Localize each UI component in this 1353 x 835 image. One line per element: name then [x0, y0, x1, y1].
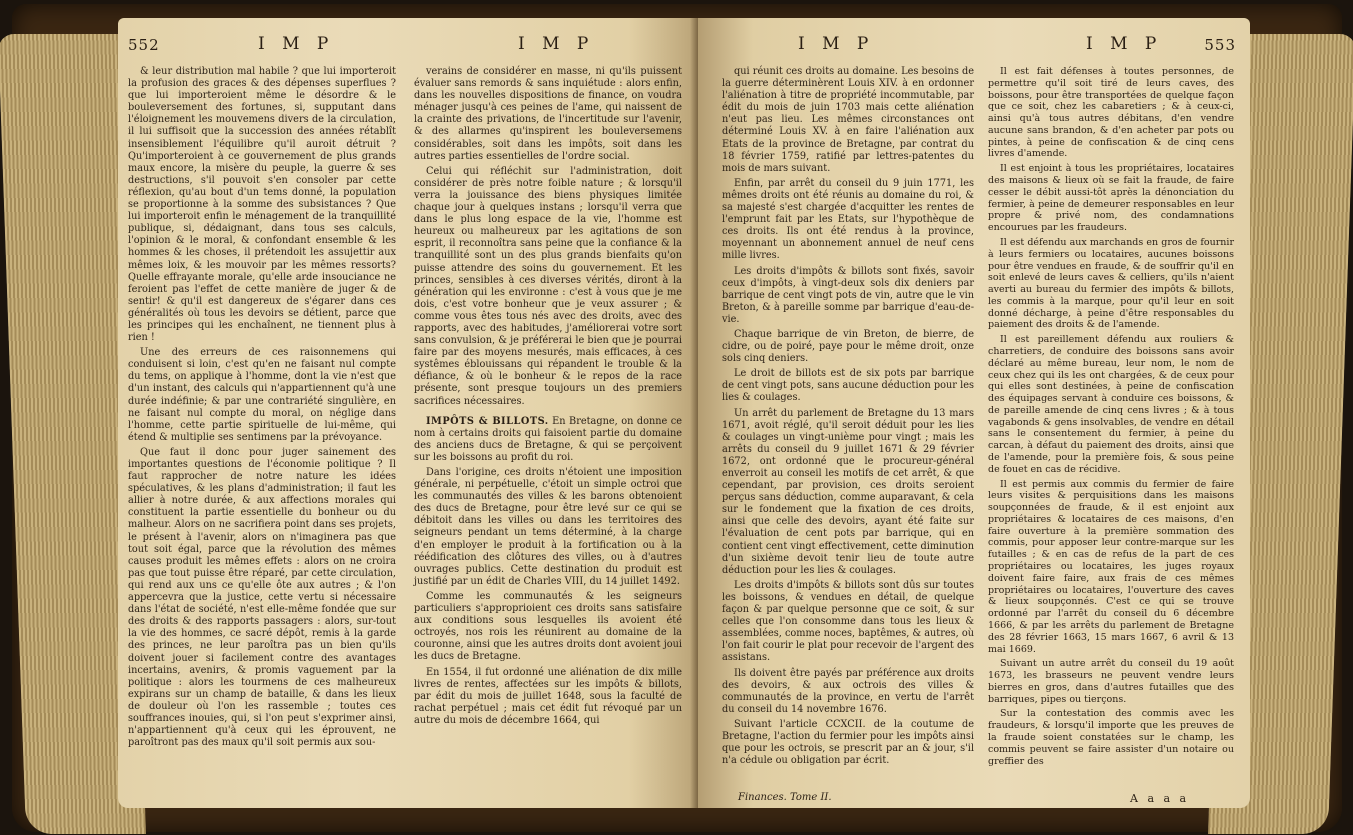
right-page-number: 553	[1204, 36, 1236, 54]
left-page	[118, 18, 698, 808]
paragraph: Les droits d'impôts & billots sont fixés, savoir ceux d'impôts, à vingt-deux sols dix deniers par barrique de cent vingt pots de vin, autre que le vin Breton, & à pareille somme par barrique d'eau-de-vie.	[722, 265, 974, 325]
paragraph: Il est permis aux commis du fermier de faire leurs visites & perquisitions dans les maisons soupçonnées de fraude, & il est enjoint aux propriétaires & locataires de ces maisons, d'en faire ouverture à la première sommation des commis, pour apposer leur contre-marque sur les futailles ; & en cas de refus de la part de ces propriétaires ou locataires, les juges royaux doivent faire faire, aux frais de ces mêmes propriétaires ou locataires, l'ouverture des caves & lieux soupçonnés. C'est ce qui se trouve ordonné par l'arrêt du conseil du 6 décembre 1666, & par les arrêts du parlement de Bretagne des 28 février 1663, 15 mars 1667, 6 avril & 13 mai 1669.	[988, 478, 1234, 655]
footer-volume: Finances. Tome II.	[738, 792, 832, 803]
paragraph: Le droit de billots est de six pots par barrique de cent vingt pots, sans aucune déduction pour les lies & coulages.	[722, 368, 974, 404]
paragraph: Un arrêt du parlement de Bretagne du 13 mars 1671, avoit réglé, qu'il seroit déduit pour les lies & coulages un vingt-unième pour vingt ; mais les arrêts du conseil du 9 juillet 1671 & 29 février 1672, ont ordonné que le procureur-général enverroit au conseil les motifs de cet arrêt, & que cependant, par provision, ces droits seroient perçus sans déduction, comme auparavant, & cela sur le fondement que la fixation de ces droits, ainsi que celle des devoirs, ayant été faite sur l'évaluation de cent pots par barrique, qui en contient cent vingt effectivement, cette diminution d'un sixième devoit tenir lieu de toute autre déduction pour les lies & coulages.	[722, 407, 974, 576]
entry-title: IMPÔTS & BILLOTS.	[426, 415, 549, 427]
paragraph: Les droits d'impôts & billots sont dûs sur toutes les boissons, & vendues en détail, de quelque façon & par quelque personne que ce soit, & sur celles que l'on consomme dans tous les lieux & assemblées, comme noces, baptêmes, & autres, où l'on fait courir le plat pour recevoir de l'argent des assistans.	[722, 579, 974, 664]
paragraph: Il est fait défenses à toutes personnes, de permettre qu'il soit tiré de leurs caves, des boissons, pour être transportées de quelque façon que ce soit, chez les cabaretiers ; & à ceux-ci, ainsi qu'à tous autres débitans, d'en vendre aucune sans brandon, & d'en acheter par pots ou pintes, à peine de confiscation & de cinq cens livres d'amende.	[988, 66, 1234, 160]
paragraph: Il est enjoint à tous les propriétaires, locataires des maisons & lieux où se fait la fraude, de faire cesser le débit aussi-tôt après la dénonciation du fermier, à peine de demeurer responsables en leur propre & privé nom, des condamnations encourues par les fraudeurs.	[988, 163, 1234, 234]
entry-heading	[414, 416, 682, 464]
right-running-head-2: I M P	[1086, 34, 1163, 54]
paragraph: En 1554, il fut ordonné une aliénation de dix mille livres de rentes, affectées sur les impôts & billots, par édit du mois de juillet 1648, sous la faculté de rachat perpétuel ; mais cet édit fut révoqué par un autre du mois de décembre 1664, qui	[414, 666, 682, 726]
right-column-2	[988, 66, 1234, 770]
paragraph: & leur distribution mal habile ? que lui importeroit la profusion des graces & des dépenses superflues ? que lui importeroient même le désordre & le bouleversement des fortunes, si, supputant dans l'éloignement les mouvemens divers de la circulation, il lui suffisoit que la succession des années rétablît insensiblement l'équilibre qu'il auroit détruit ? Qu'importeroient à ce gouvernement de plus grands maux encore, la misère du peuple, la guerre & ses destructions, s'il pouvoit s'en consoler par cette réflexion, qu'au bout d'un tems donné, la population se proportionne à la somme des subsistances ? Que lui importeroit enfin le ménagement de la tranquillité publique, si, dédaignant, dans tous ses calculs, l'opinion & le moral, & confondant ensemble & les hommes & les choses, il prétendoit les assujettir aux mêmes loix, & les mouvoir par les mêmes ressorts? Quelle effrayante morale, qu'elle arde insouciance ne feroient pas l'effet de cette manière de juger & de sentir! & qu'il est dangereux de s'égarer dans ces généralités où tous les devoirs se détient, parce que les principes qui les enchaînent, ne tiennent plus à rien !	[128, 66, 396, 344]
paragraph: Suivant l'article CCXCII. de la coutume de Bretagne, l'action du fermier pour les impôts ainsi que pour les octrois, se prescrit par an & jour, s'il n'a cédule ou obligation par écrit.	[722, 718, 974, 767]
left-running-head-1: I M P	[258, 34, 335, 54]
paragraph: Que faut il donc pour juger sainement des importantes questions de l'économie politique ? Il faut rapprocher de notre nature les idées spéculatives, & les plans d'administration; il faut les allier à notre durée, & aux affections morales qui constituent la partie essentielle du bonheur ou du malheur. Alors on ne sacrifiera point dans ses projets, le présent à l'avenir, alors on n'imaginera pas que tout soit égal, parce que la révolution des mêmes causes produit les mêmes effets : alors on ne croira pas que tout puisse être réparé, par cette circulation, qui rend aux uns ce qu'elle ôte aux autres ; & l'on appercevra que la justice, cette vertu si nécessaire dans l'état de société, n'est elle-même fondée que sur des droits & des rapports passagers : alors, sur-tout la vie des hommes, ce sacré dépôt, remis à la garde des princes, ne leur paroîtra pas un bien qu'ils doivent jouer si facilement contre des avantages incertains, avenirs, & promis vaguement par la politique : alors les tourmens de ces malheureux expirans sur un champ de bataille, & dans les lieux de douleur où l'on les rassemble ; toutes ces souffrances inouies, qui, si l'on peut s'exprimer ainsi, n'appartiennent qu'à ceux qui les éprouvent, ne paroîtront pas des maux qu'il soit permis aux sou-	[128, 446, 396, 749]
entry-intro: En Bretagne, on donne ce nom à certains droits qui faisoient partie du domaine des anciens ducs de Bretagne, & qui se perçoivent sur les boissons au profit du roi.	[414, 415, 682, 463]
paragraph: Celui qui réfléchit sur l'administration, doit considérer de près notre foible nature ; & lorsqu'il verra la jouissance des biens physiques limitée chaque jour à quelques instans ; lorsqu'il verra que dans le plus long espace de la vie, l'homme est heureux ou malheureux par les agitations de son esprit, il reconnoîtra sans peine que la confiance & la tranquillité sont un des plus grands bienfaits qu'on puisse attendre des soins du gouvernement. Et les princes, sensibles à ces diverses vérités, diront à la génération qui les environne : c'est à vous que je me dois, c'est votre bonheur que je veux assurer ; & comme vous êtes tous nés avec des droits, avec des rapports, avec des habitudes, j'améliorerai votre sort sans convulsion, & je préférerai le bien que je pourrai faire par des moyens mesurés, mais efficaces, à ces systêmes éblouissans qui répandent le trouble & la défiance, & où le bonheur & le repos de la race présente, sont presque toujours un des premiers sacrifices nécessaires.	[414, 165, 682, 407]
left-running-head-2: I M P	[518, 34, 595, 54]
right-page	[698, 18, 1250, 808]
paragraph: Il est défendu aux marchands en gros de fournir à leurs fermiers ou locataires, aucunes boissons pour être vendues en fraude, & de souffrir qu'il en soit enlevé de leurs caves & celliers, qu'ils n'aient averti au bureau du fermier des impôts & billots, les commis à la marque, pour qu'il leur en soit donné décharge, à peine d'être responsables du paiement des droits & de l'amende.	[988, 236, 1234, 331]
paragraph: Chaque barrique de vin Breton, de bierre, de cidre, ou de poiré, paye pour le même droit, onze sols cinq deniers.	[722, 328, 974, 365]
paragraph: verains de considérer en masse, ni qu'ils puissent évaluer sans remords & sans inquiétude : alors enfin, dans les nouvelles dispositions de finance, on voudra ménager jusqu'à ces peines de l'ame, qui naissent de la crainte des privations, de l'incertitude sur l'avenir, & des allarmes qu'inspirent les bouleversemens considérables, soit dans les impôts, soit dans les autres parties essentielles de l'ordre social.	[414, 66, 682, 162]
right-column-1	[722, 66, 974, 770]
left-column-2	[414, 66, 682, 730]
signature-mark: A a a a	[1130, 792, 1190, 805]
paragraph: Ils doivent être payés par préférence aux droits des devoirs, & aux octrois des villes & communautés de la province, en vertu de l'arrêt du conseil du 14 novembre 1676.	[722, 667, 974, 715]
paragraph: Suivant un autre arrêt du conseil du 19 août 1673, les brasseurs ne peuvent vendre leurs bierres en gros, dans d'autres futailles que des barriques, pipes ou tierçons.	[988, 658, 1234, 705]
left-page-number: 552	[128, 36, 160, 54]
right-running-head-1: I M P	[798, 34, 875, 54]
paragraph: Il est pareillement défendu aux rouliers & charretiers, de conduire des boissons sans avoir déclaré au même bureau, leur nom, le nom de ceux chez qui ils les ont chargées, & de ceux pour qui elles sont destinées, à peine de confiscation des équipages servant à conduire ces boissons, & de pareille amende de cinq cens livres ; & à tous vagabonds & gens insolvables, de vendre en détail sans le consentement du fermier, à peine du carcan, à défaut du paiement des droits, ainsi que de l'amende, pour la première fois, & sous peine de fouet en cas de récidive.	[988, 334, 1234, 475]
paragraph: Une des erreurs de ces raisonnemens qui conduisent si loin, c'est qu'en ne faisant nul compte du tems, on applique à l'homme, dont la vie n'est que d'un instant, des calculs qui n'appartiennent qu'à une durée indéfinie; & par une contrariété singulière, en ne faisant nul compte du moral, on néglige dans l'homme, cette partie spirituelle de lui-même, qui étend & multiplie ses sentimens par la prévoyance.	[128, 347, 396, 443]
paragraph: Comme les communautés & les seigneurs particuliers s'approprioient ces droits sans satisfaire aux conditions sous lesquelles ils avoient été octroyés, nos rois les réunirent au domaine de la couronne, ainsi que les autres droits dont avoient joui les ducs de Bretagne.	[414, 590, 682, 663]
paragraph: Enfin, par arrêt du conseil du 9 juin 1771, les mêmes droits ont été réunis au domaine du roi, & sa majesté s'est chargée d'acquitter les rentes de l'emprunt fait par les Etats, sur l'hypothèque de ces droits. Ils ont été rendus à la province, moyennant un abonnement annuel de neuf cens mille livres.	[722, 177, 974, 262]
paragraph: qui réunit ces droits au domaine. Les besoins de la guerre déterminèrent Louis XIV. à en ordonner l'aliénation à titre de propriété incommutable, par édit du mois de juin 1703 mais cette aliénation n'eut pas lieu. Les mêmes circonstances ont déterminé Louis XV. à en faire l'aliénation aux Etats de la province de Bretagne, par contrat du 18 février 1759, ratifié par lettres-patentes du mois de mars suivant.	[722, 66, 974, 174]
left-column-1	[128, 66, 396, 752]
paragraph: Dans l'origine, ces droits n'étoient une imposition générale, ni perpétuelle, c'étoit un simple octroi que les communautés des villes & les barons obtenoient des ducs de Bretagne, pour être levé sur ce qui se débitoit dans les villes ou dans les territoires des seigneurs pendant un tems déterminé, à la charge d'en employer le produit à la fortification ou à la réédification des clôtures des villes, ou à d'autres ouvrages publics. Cette destination du produit est justifié par un édit de Charles VIII, du 14 juillet 1492.	[414, 467, 682, 587]
paragraph: Sur la contestation des commis avec les fraudeurs, & lorsqu'il importe que les preuves de la fraude soient constatées sur le champ, les commis peuvent se faire assister d'un notaire ou greffier des	[988, 708, 1234, 767]
